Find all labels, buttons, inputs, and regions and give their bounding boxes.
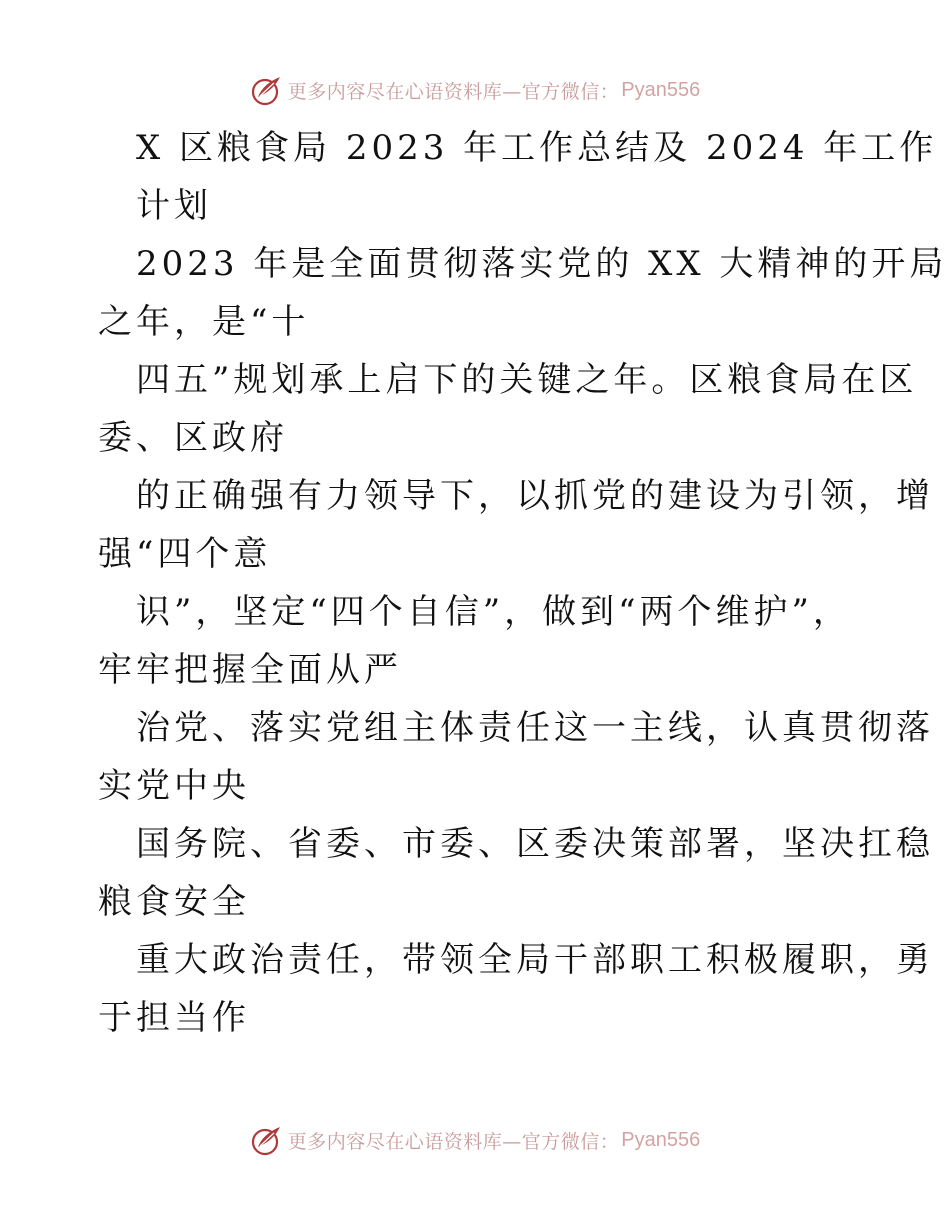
footer-watermark: [0, 1120, 950, 1160]
watermark-text: 更多内容尽在心语资料库—官方微信：: [287, 1130, 620, 1153]
paragraph-line: 重大政治责任，带领全局干部职工积极履职，勇: [136, 940, 934, 980]
paragraph-line: 识”，坚定“四个自信”，做到“两个维护”，: [136, 592, 851, 632]
watermark-handle: Pyan556: [621, 78, 701, 101]
paragraph-line: 之年，是“十: [98, 302, 310, 342]
paragraph-line: 粮食安全: [98, 882, 250, 922]
paragraph-line: 于担当作: [98, 998, 250, 1038]
document-title-line-1: X 区粮食局 2023 年工作总结及 2024 年工作: [136, 128, 938, 168]
paragraph-line: 委、区政府: [98, 418, 288, 458]
feather-logo-icon: [250, 1123, 284, 1157]
watermark-handle: Pyan556: [621, 1128, 701, 1151]
paragraph-line: 的正确强有力领导下，以抓党的建设为引领，增: [136, 476, 934, 516]
paragraph-line: 治党、落实党组主体责任这一主线，认真贯彻落: [136, 708, 934, 748]
feather-logo-icon: [250, 73, 284, 107]
document-title-line-2: 计划: [136, 186, 212, 226]
paragraph-line: 实党中央: [98, 766, 250, 806]
paragraph-line: 四五”规划承上启下的关键之年。区粮食局在区: [136, 360, 918, 400]
paragraph-line: 强“四个意: [98, 534, 272, 574]
watermark-text: 更多内容尽在心语资料库—官方微信：: [287, 80, 620, 103]
header-watermark: [0, 70, 950, 110]
paragraph-line: 国务院、省委、市委、区委决策部署，坚决扛稳: [136, 824, 934, 864]
paragraph-line: 牢牢把握全面从严: [98, 650, 402, 690]
paragraph-line: 2023 年是全面贯彻落实党的 XX 大精神的开局: [136, 244, 948, 284]
